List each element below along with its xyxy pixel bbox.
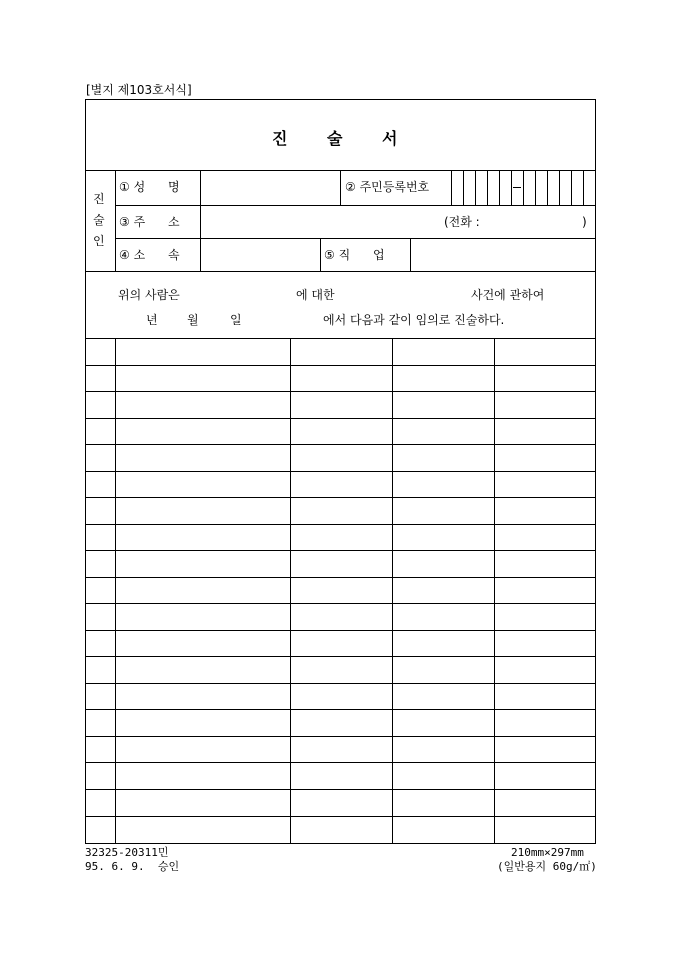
- address-field[interactable]: [202, 207, 594, 236]
- approval-date: 95. 6. 9. 승인: [85, 860, 180, 873]
- divider: [115, 238, 596, 239]
- address-label: ③ 주 소: [119, 215, 180, 229]
- title-char: 술: [327, 129, 343, 148]
- divider: [340, 170, 341, 205]
- paper-type: (일반용지 60g/㎡): [497, 860, 597, 873]
- divider: [115, 170, 116, 271]
- paper-size: 210mm×297mm: [511, 846, 584, 859]
- job-field[interactable]: [412, 240, 594, 269]
- affiliation-label: ④ 소 속: [119, 248, 180, 262]
- rrn-separator: [513, 187, 521, 188]
- title-char: 서: [382, 129, 398, 148]
- phone-close: ): [582, 215, 587, 229]
- divider: [320, 238, 321, 271]
- name-field[interactable]: [202, 172, 338, 203]
- phone-label: (전화 :: [444, 215, 480, 229]
- title-char: 진: [272, 129, 288, 148]
- form-number-label: [별지 제103호서식]: [86, 83, 192, 97]
- divider: [410, 238, 411, 271]
- rrn-label: ② 주민등록번호: [345, 180, 430, 194]
- divider: [85, 271, 596, 272]
- divider: [451, 170, 452, 205]
- divider: [200, 170, 201, 271]
- divider: [115, 205, 596, 206]
- job-label: ⑤ 직 업: [324, 248, 385, 262]
- form-code: 32325-20311민: [85, 846, 169, 859]
- affiliation-field[interactable]: [202, 240, 318, 269]
- name-label: ① 성 명: [119, 180, 180, 194]
